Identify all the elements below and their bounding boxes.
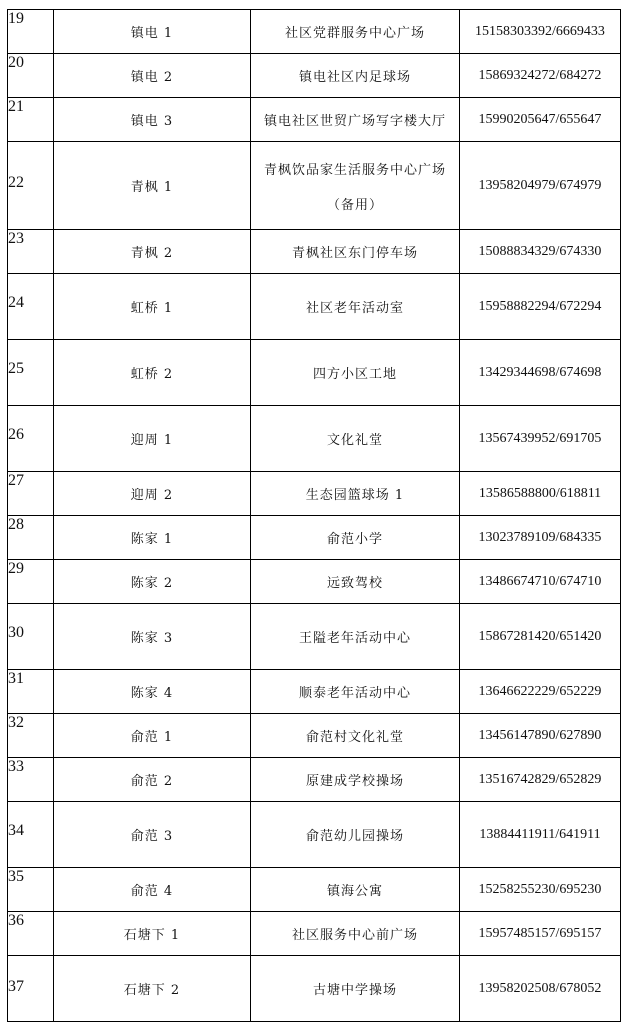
table-row (8, 274, 621, 340)
row-number: 29 (8, 560, 54, 604)
table-row (8, 560, 621, 604)
site-name: 生态园篮球场 1 (251, 472, 460, 516)
site-name: 社区党群服务中心广场 (251, 10, 460, 54)
row-number: 30 (8, 604, 54, 670)
table-row (8, 912, 621, 956)
site-name: 青枫饮品家生活服务中心广场 (263, 162, 446, 178)
area-name: 镇电 1 (54, 10, 251, 54)
contact-phone: 13958204979/674979 (460, 142, 621, 230)
area-name: 俞范 4 (54, 868, 251, 912)
area-name: 青枫 1 (54, 142, 251, 230)
row-number: 27 (8, 472, 54, 516)
table-row (8, 956, 621, 1022)
contact-phone: 15990205647/655647 (460, 98, 621, 142)
site-note: （备用） (326, 197, 383, 213)
contact-phone: 13646622229/652229 (460, 670, 621, 714)
row-number: 32 (8, 714, 54, 758)
table-row (8, 54, 621, 98)
contact-phone: 13023789109/684335 (460, 516, 621, 560)
contact-phone: 13884411911/641911 (460, 802, 621, 868)
site-name: 文化礼堂 (251, 406, 460, 472)
site-name: 镇电社区世贸广场写字楼大厅 (251, 98, 460, 142)
site-name: 原建成学校操场 (251, 758, 460, 802)
contact-phone: 13567439952/691705 (460, 406, 621, 472)
table-row (8, 516, 621, 560)
table-row (8, 604, 621, 670)
area-name: 石塘下 1 (54, 912, 251, 956)
location-table (7, 9, 621, 1022)
site-name: 古塘中学操场 (251, 956, 460, 1022)
area-name: 虹桥 2 (54, 340, 251, 406)
row-number: 31 (8, 670, 54, 714)
contact-phone: 13958202508/678052 (460, 956, 621, 1022)
contact-phone: 15088834329/674330 (460, 230, 621, 274)
contact-phone: 15258255230/695230 (460, 868, 621, 912)
table-row (8, 142, 621, 230)
site-name: 四方小区工地 (251, 340, 460, 406)
area-name: 俞范 2 (54, 758, 251, 802)
table-row (8, 802, 621, 868)
site-name: 远致驾校 (251, 560, 460, 604)
site-name: 镇电社区内足球场 (251, 54, 460, 98)
row-number: 35 (8, 868, 54, 912)
contact-phone: 15958882294/672294 (460, 274, 621, 340)
site-cell (251, 142, 460, 230)
site-name: 镇海公寓 (251, 868, 460, 912)
row-number: 19 (8, 10, 54, 54)
area-name: 虹桥 1 (54, 274, 251, 340)
row-number: 26 (8, 406, 54, 472)
area-name: 陈家 1 (54, 516, 251, 560)
contact-phone: 13456147890/627890 (460, 714, 621, 758)
area-name: 镇电 3 (54, 98, 251, 142)
area-name: 青枫 2 (54, 230, 251, 274)
contact-phone: 13586588800/618811 (460, 472, 621, 516)
site-name: 俞范幼儿园操场 (251, 802, 460, 868)
area-name: 陈家 4 (54, 670, 251, 714)
site-name: 俞范小学 (251, 516, 460, 560)
table-row (8, 472, 621, 516)
contact-phone: 15869324272/684272 (460, 54, 621, 98)
site-name: 俞范村文化礼堂 (251, 714, 460, 758)
table-row (8, 714, 621, 758)
contact-phone: 15957485157/695157 (460, 912, 621, 956)
row-number: 36 (8, 912, 54, 956)
area-name: 陈家 3 (54, 604, 251, 670)
row-number: 28 (8, 516, 54, 560)
site-name: 顺泰老年活动中心 (251, 670, 460, 714)
table-row (8, 340, 621, 406)
site-name: 社区老年活动室 (251, 274, 460, 340)
area-name: 迎周 1 (54, 406, 251, 472)
row-number: 33 (8, 758, 54, 802)
site-name: 王隘老年活动中心 (251, 604, 460, 670)
row-number: 23 (8, 230, 54, 274)
row-number: 37 (8, 956, 54, 1022)
row-number: 22 (8, 142, 54, 230)
row-number: 24 (8, 274, 54, 340)
site-name: 青枫社区东门停车场 (251, 230, 460, 274)
row-number: 34 (8, 802, 54, 868)
contact-phone: 15867281420/651420 (460, 604, 621, 670)
table-row (8, 758, 621, 802)
table-row (8, 868, 621, 912)
table-row (8, 406, 621, 472)
row-number: 21 (8, 98, 54, 142)
contact-phone: 15158303392/6669433 (460, 10, 621, 54)
contact-phone: 13486674710/674710 (460, 560, 621, 604)
area-name: 迎周 2 (54, 472, 251, 516)
contact-phone: 13516742829/652829 (460, 758, 621, 802)
contact-phone: 13429344698/674698 (460, 340, 621, 406)
row-number: 20 (8, 54, 54, 98)
area-name: 镇电 2 (54, 54, 251, 98)
table-row (8, 230, 621, 274)
area-name: 俞范 3 (54, 802, 251, 868)
area-name: 石塘下 2 (54, 956, 251, 1022)
area-name: 俞范 1 (54, 714, 251, 758)
site-name: 社区服务中心前广场 (251, 912, 460, 956)
table-row (8, 10, 621, 54)
table-row (8, 670, 621, 714)
row-number: 25 (8, 340, 54, 406)
table-row (8, 98, 621, 142)
area-name: 陈家 2 (54, 560, 251, 604)
